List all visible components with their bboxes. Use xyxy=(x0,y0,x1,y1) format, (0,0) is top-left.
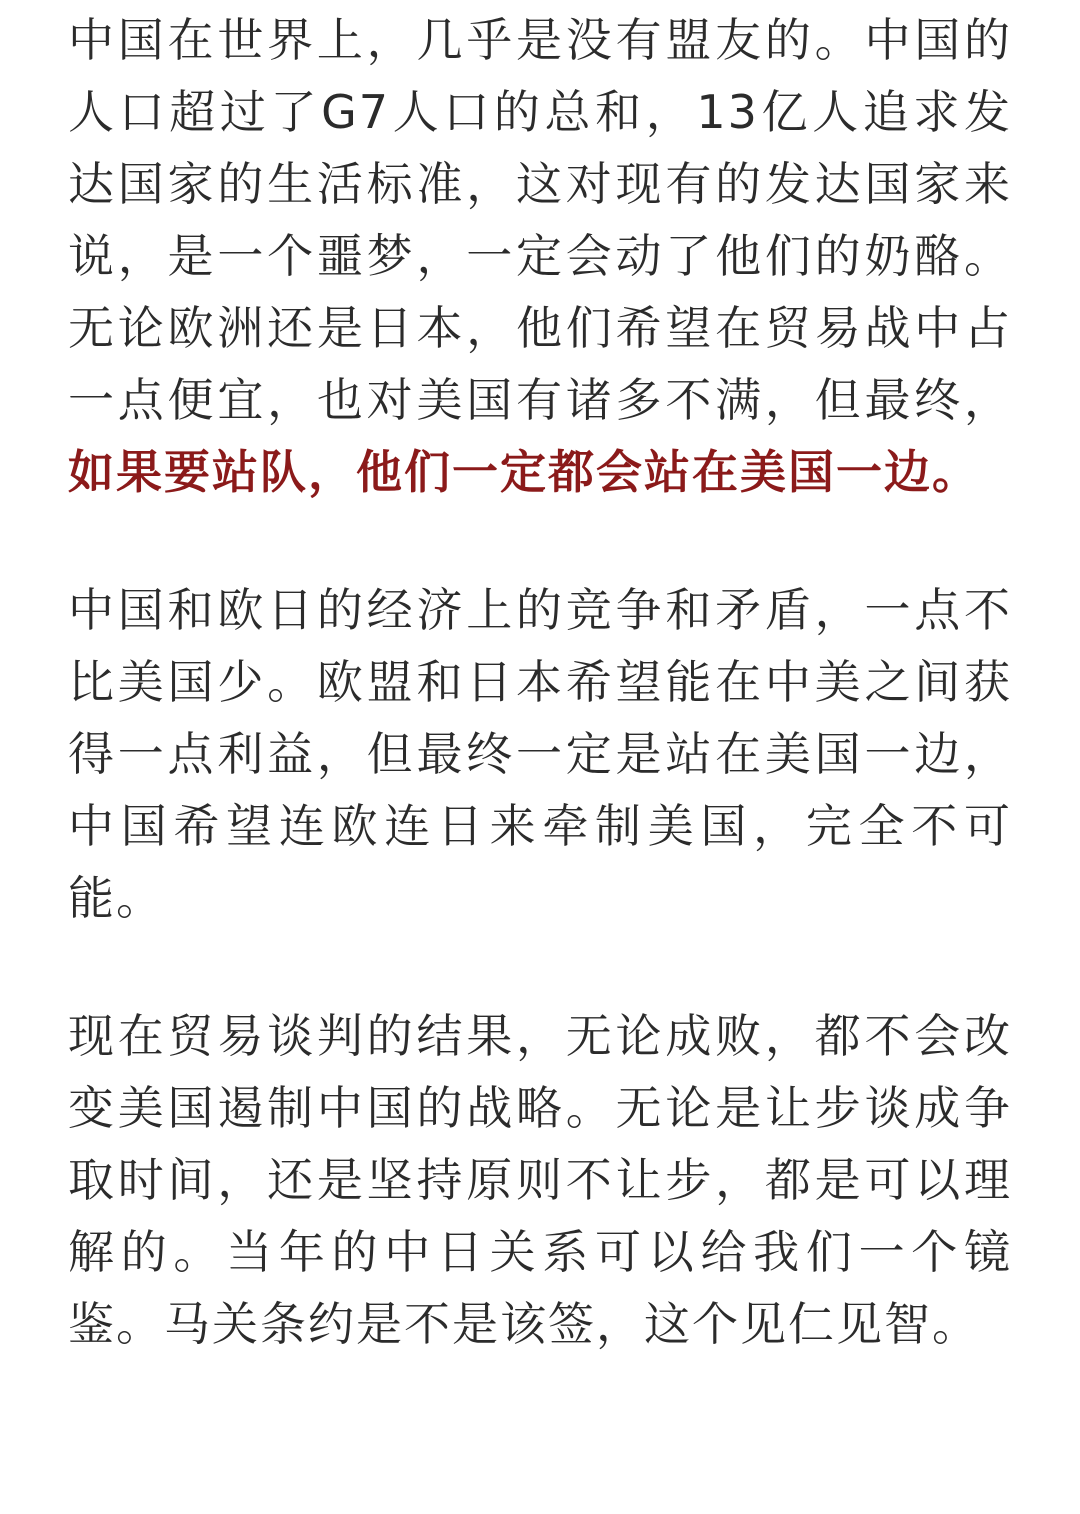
paragraph-3: 现在贸易谈判的结果，无论成败，都不会改变美国遏制中国的战略。无论是让步谈成争取时间，还是坚持原则不让步，都是可以理解的。当年的中日关系可以给我们一个镜鉴。马关条约是不是该签，这个见仁见智。 xyxy=(68,1009,1012,1351)
paragraph-1-text: 中国在世界上，几乎是没有盟友的。中国的人口超过了G7人口的总和，13亿人追求发达国家的生活标准，这对现有的发达国家来说，是一个噩梦，一定会动了他们的奶酪。无论欧洲还是日本，他们希望在贸易战中占一点便宜，也对美国有诸多不满，但最终， xyxy=(68,13,1012,427)
paragraph-1 xyxy=(68,4,1012,508)
paragraph-2: 中国和欧日的经济上的竞争和矛盾，一点不比美国少。欧盟和日本希望能在中美之间获得一点利益，但最终一定是站在美国一边，中国希望连欧连日来牵制美国，完全不可能。 xyxy=(68,583,1012,925)
article-body xyxy=(68,4,1012,1360)
highlighted-text: 如果要站队，他们一定都会站在美国一边。 xyxy=(68,445,980,499)
